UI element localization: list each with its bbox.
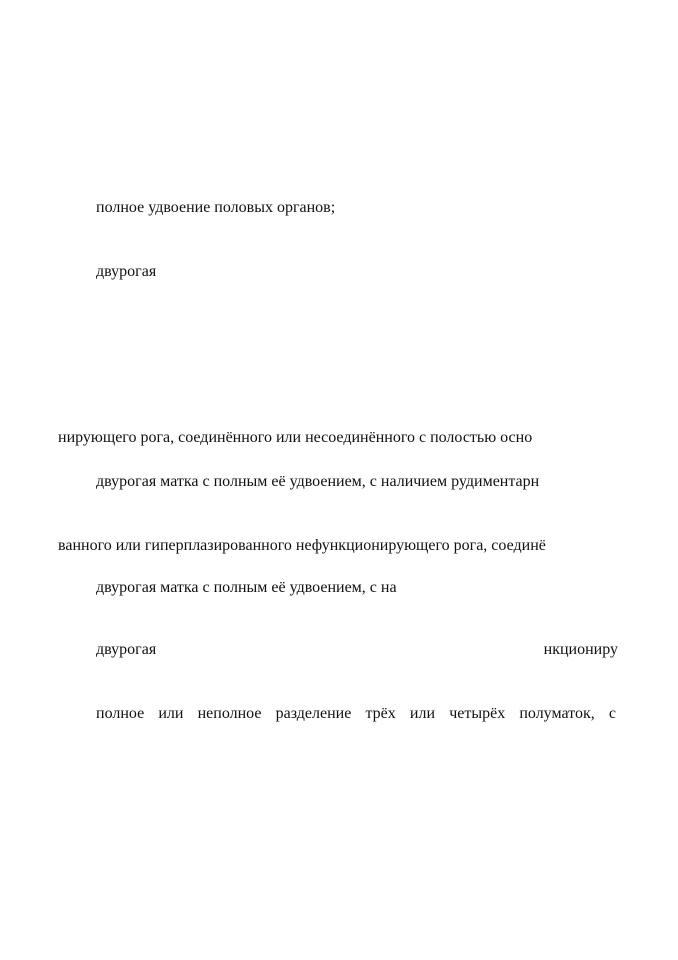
text-line: двурогая (96, 263, 157, 280)
text-line: нирующего рога, соединённого или несоединённого с полостью осно (58, 429, 533, 446)
text-line: двурогая матка с полным её удвоением, с на (96, 579, 397, 596)
text-line: двурогая (96, 641, 157, 658)
text-line: двурогая матка с полным её удвоением, с наличием рудиментарн (96, 473, 540, 490)
text-line: полное удвоение половых органов; (96, 199, 336, 216)
text-line: полное или неполное разделение трёх или четырёх полуматок, с (96, 705, 616, 722)
text-fragment: нкциониру (543, 641, 618, 658)
text-line: ванного или гиперплазированного нефункционирующего рога, соединё (58, 537, 546, 554)
